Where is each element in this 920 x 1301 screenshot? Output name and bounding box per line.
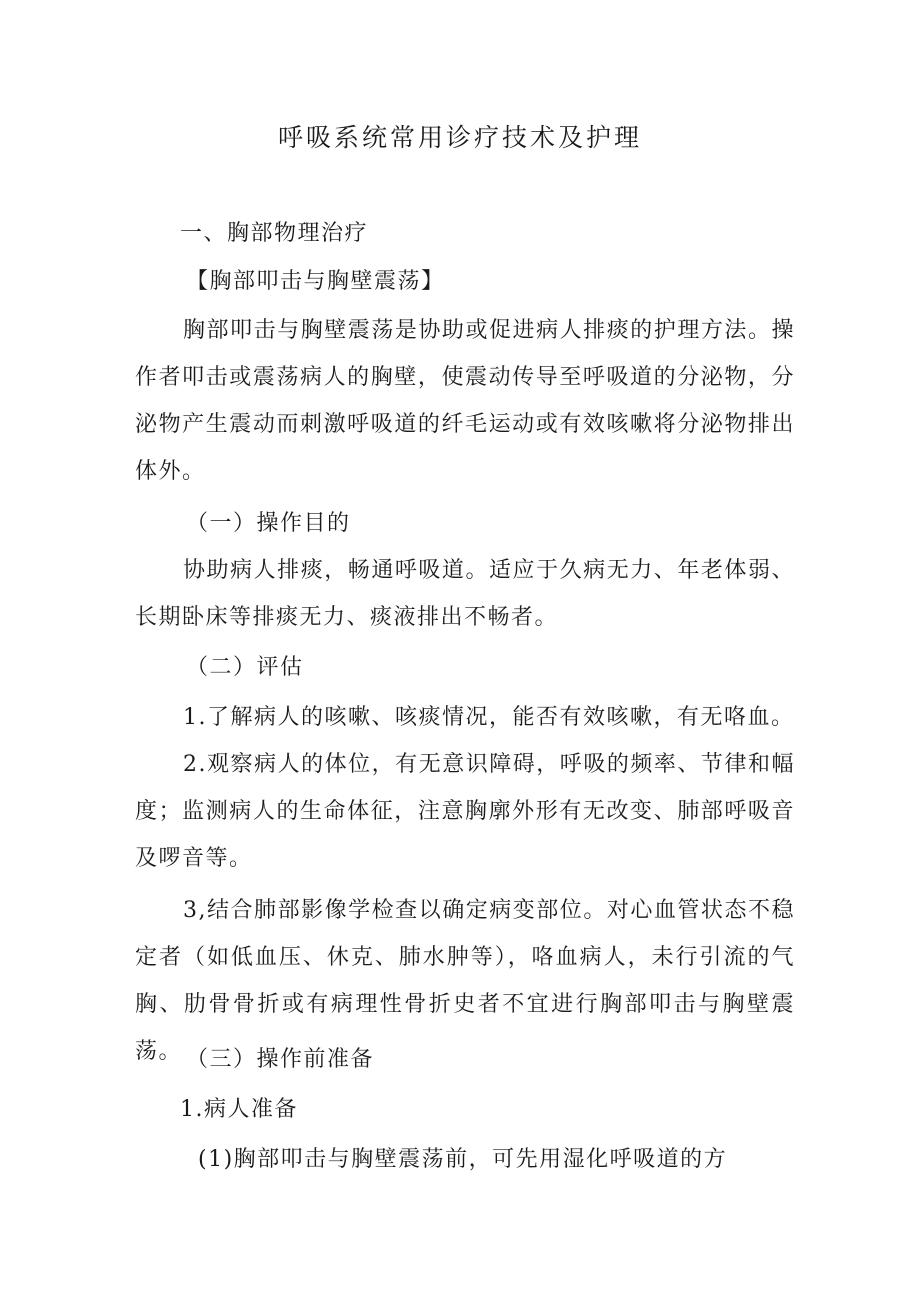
section-heading-chest-physiotherapy: 一、胸部物理治疗 (180, 221, 369, 246)
assessment-heading: （二）评估 (186, 655, 304, 680)
purpose-paragraph: 协助病人排痰，畅通呼吸道。适应于久病无力、年老体弱、长期卧床等排痰无力、痰液排出不畅者。 (135, 558, 795, 630)
patient-preparation-heading: 1.病人准备 (180, 1097, 298, 1122)
document-title: 呼吸系统常用诊疗技术及护理 (277, 123, 642, 152)
subsection-heading-percussion-vibration: 【胸部叩击与胸壁震荡】 (186, 269, 445, 294)
preparation-heading: （三）操作前准备 (186, 1047, 375, 1072)
assessment-item-3: 3,结合肺部影像学检查以确定病变部位。对心血管状态不稳定者（如低血压、休克、肺水肿等），咯血病人，未行引流的气胸、肋骨骨折或有病理性骨折史者不宜进行胸部叩击与胸壁震荡。 (135, 898, 795, 1064)
intro-paragraph: 胸部叩击与胸壁震荡是协助或促进病人排痰的护理方法。操作者叩击或震荡病人的胸壁，使震动传导至呼吸道的分泌物，分泌物产生震动而刺激呼吸道的纤毛运动或有效咳嗽将分泌物排出体外。 (135, 318, 795, 484)
assessment-item-1: 1.了解病人的咳嗽、咳痰情况，能否有效咳嗽，有无咯血。 (183, 705, 795, 730)
patient-preparation-item-1: (1)胸部叩击与胸壁震荡前，可先用湿化呼吸道的方 (198, 1147, 728, 1172)
purpose-heading: （一）操作目的 (186, 511, 351, 536)
assessment-item-2: 2.观察病人的体位，有无意识障碍，呼吸的频率、节律和幅度；监测病人的生命体征，注意胸廓外形有无改变、肺部呼吸音及啰音等。 (135, 752, 795, 871)
